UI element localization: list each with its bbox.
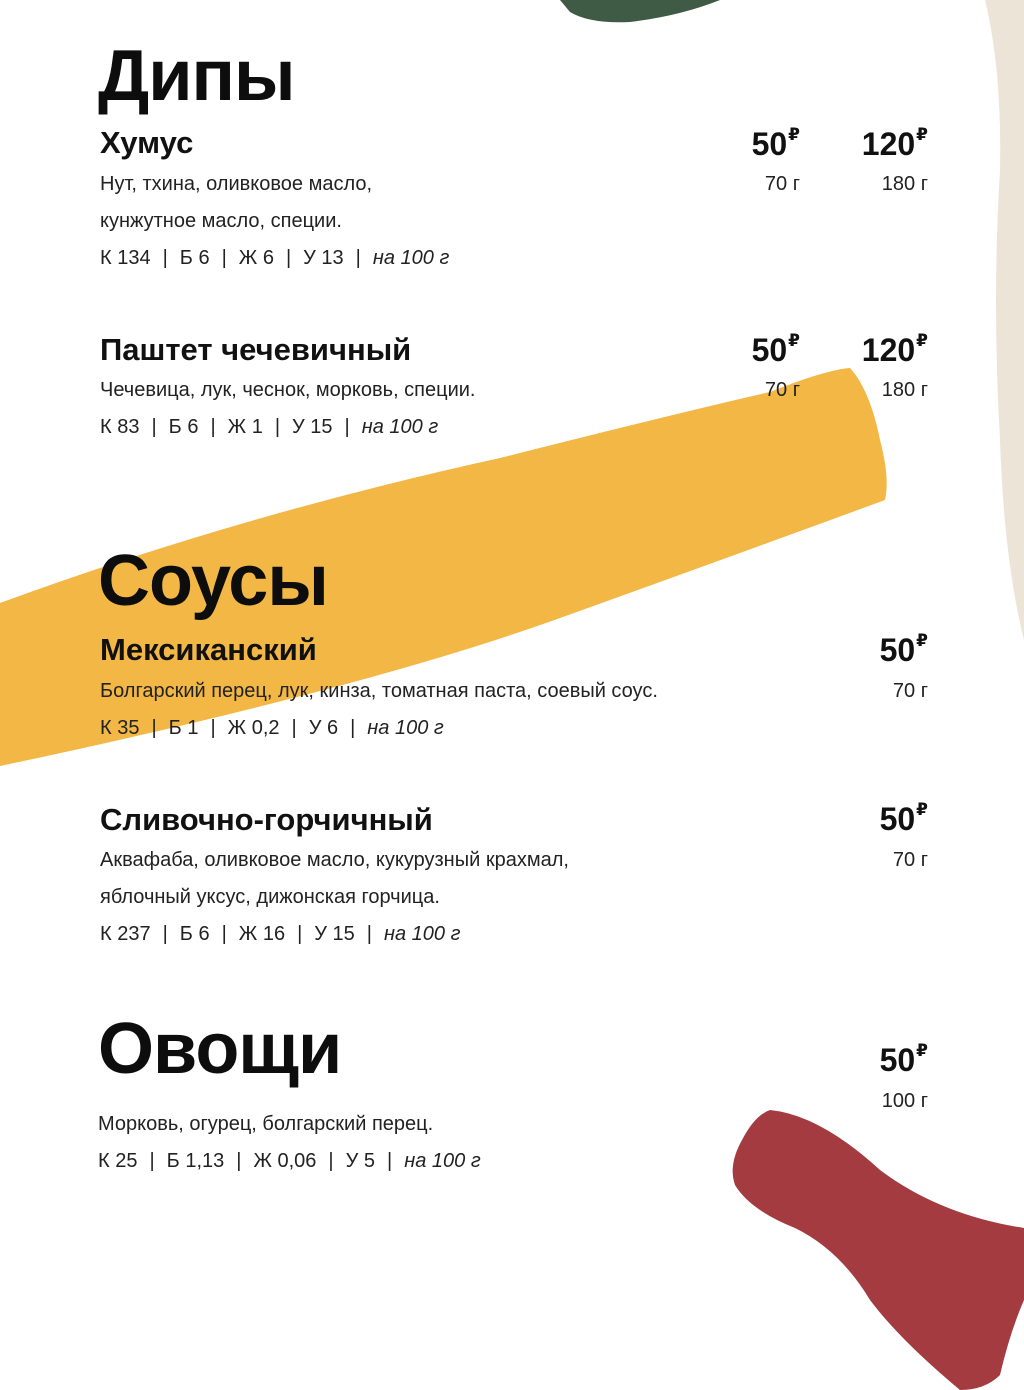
ruble-icon: ₽: [916, 1041, 928, 1060]
fat: Ж 1: [227, 416, 263, 438]
item-description-line: Морковь, огурец, болгарский перец.: [98, 1113, 434, 1135]
price: 120₽: [861, 125, 928, 162]
carbs: У 6: [308, 717, 339, 739]
ruble-icon: ₽: [788, 331, 800, 350]
price: 120₽: [861, 331, 928, 368]
per-unit: на 100 г: [361, 416, 439, 438]
per-unit: на 100 г: [404, 1150, 481, 1172]
nutrition-info: К 35 | Б 1 | Ж 0,2 | У 6 | на 100 г: [100, 717, 444, 739]
item-description-line: Болгарский перец, лук, кинза, томатная паста, соевый соус.: [100, 680, 658, 702]
protein: Б 6: [179, 247, 210, 269]
fat: Ж 0,2: [227, 717, 280, 739]
item-description-line: Чечевица, лук, чеснок, морковь, специи.: [100, 379, 476, 401]
item-description-line: Нут, тхина, оливковое масло,: [100, 173, 373, 195]
nutrition-info: К 237 | Б 6 | Ж 16 | У 15 | на 100 г: [100, 923, 461, 945]
item-description-line: Аквафаба, оливковое масло, кукурузный крахмал,: [100, 849, 569, 871]
item-name: Сливочно-горчичный: [100, 802, 433, 837]
ruble-icon: ₽: [916, 800, 928, 819]
fat: Ж 0,06: [253, 1150, 317, 1172]
portion-weight: 70 г: [764, 379, 800, 401]
per-unit: на 100 г: [372, 247, 450, 269]
per-unit: на 100 г: [367, 717, 444, 739]
item-name: Хумус: [100, 125, 194, 160]
ruble-icon: ₽: [916, 331, 928, 350]
fat: Ж 16: [238, 923, 286, 945]
nutrition-info: К 83 | Б 6 | Ж 1 | У 15 | на 100 г: [100, 416, 439, 438]
section-title-vegetables: Овощи: [98, 1009, 342, 1089]
calories: К 134: [100, 247, 151, 269]
item-description-line: кунжутное масло, специи.: [100, 210, 342, 232]
nutrition-info: К 25 | Б 1,13 | Ж 0,06 | У 5 | на 100 г: [98, 1150, 481, 1172]
calories: К 83: [100, 416, 140, 438]
per-unit: на 100 г: [384, 923, 461, 945]
ruble-icon: ₽: [916, 125, 928, 144]
section-title-dips: Дипы: [98, 36, 295, 116]
price: 50₽: [879, 800, 928, 837]
calories: К 25: [98, 1150, 138, 1172]
protein: Б 6: [168, 416, 199, 438]
item-name: Мексиканский: [100, 632, 317, 667]
portion-weight: 180 г: [881, 173, 928, 195]
calories: К 237: [100, 923, 151, 945]
portion-weight: 70 г: [764, 173, 800, 195]
portion-weight: 70 г: [892, 849, 928, 871]
price: 50₽: [879, 631, 928, 668]
portion-weight: 100 г: [881, 1090, 928, 1112]
carbs: У 13: [303, 247, 344, 269]
section-title-sauces: Соусы: [98, 541, 328, 621]
fat: Ж 6: [238, 247, 274, 269]
calories: К 35: [100, 717, 140, 739]
price: 50₽: [879, 1041, 928, 1078]
ruble-icon: ₽: [788, 125, 800, 144]
carbs: У 5: [345, 1150, 376, 1172]
item-description-line: яблочный уксус, дижонская горчица.: [100, 886, 440, 908]
protein: Б 1,13: [166, 1150, 225, 1172]
protein: Б 6: [179, 923, 210, 945]
item-name: Паштет чечевичный: [100, 332, 412, 367]
carbs: У 15: [314, 923, 355, 945]
price: 50₽: [751, 331, 800, 368]
portion-weight: 70 г: [892, 680, 928, 702]
portion-weight: 180 г: [881, 379, 928, 401]
carbs: У 15: [292, 416, 333, 438]
nutrition-info: К 134 | Б 6 | Ж 6 | У 13 | на 100 г: [100, 247, 450, 269]
ruble-icon: ₽: [916, 631, 928, 650]
protein: Б 1: [168, 717, 199, 739]
price: 50₽: [751, 125, 800, 162]
